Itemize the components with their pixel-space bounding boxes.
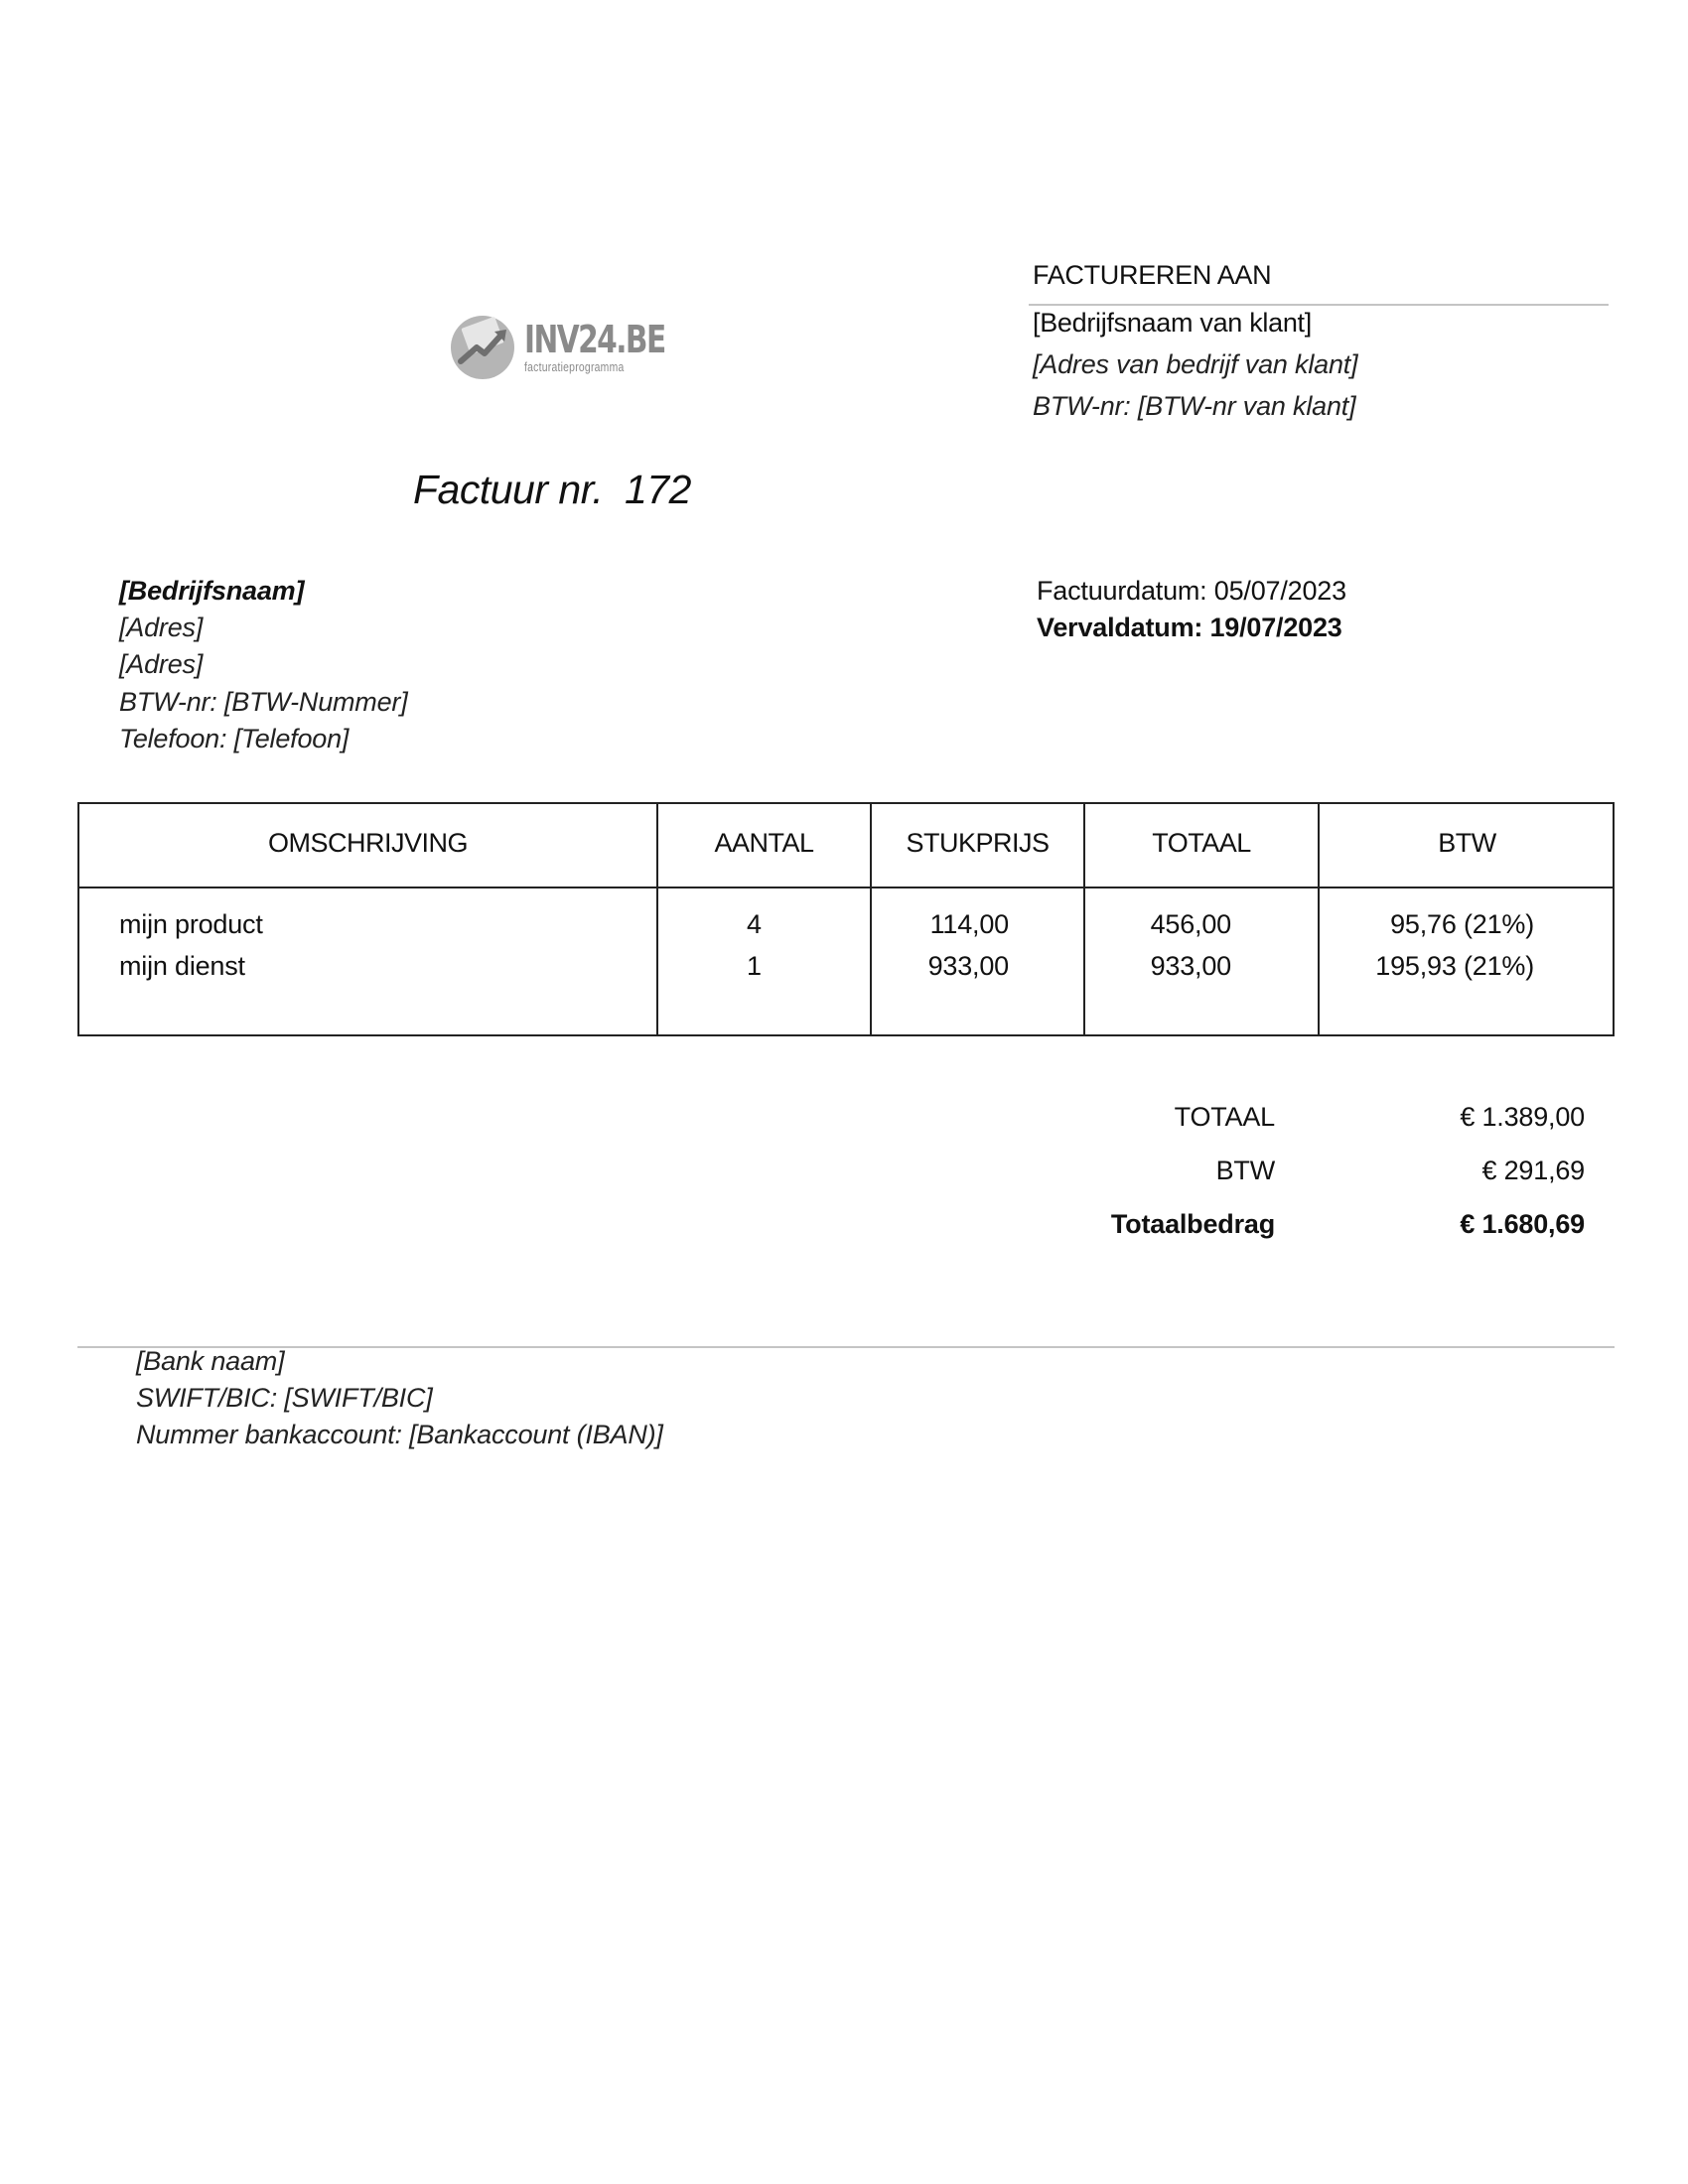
- row-1-quantity: 4: [747, 909, 762, 939]
- due-date: Vervaldatum: 19/07/2023: [1037, 613, 1342, 642]
- bill-to-vat: BTW-nr: [BTW-nr van klant]: [1033, 391, 1356, 421]
- row-2-unit-price: 933,00: [927, 951, 1009, 981]
- bill-to-title: FACTUREREN AAN: [1033, 260, 1272, 290]
- row-1-description: mijn product: [119, 909, 263, 939]
- bank-swift: SWIFT/BIC: [SWIFT/BIC]: [136, 1383, 433, 1413]
- bill-to-company: [Bedrijfsnaam van klant]: [1033, 308, 1312, 338]
- header-vat: BTW: [1438, 828, 1496, 858]
- row-1-unit-price: 114,00: [929, 909, 1009, 939]
- sender-address-1: [Adres]: [119, 613, 204, 642]
- row-1-vat: 95,76 (21%): [1390, 909, 1534, 939]
- bank-account: Nummer bankaccount: [Bankaccount (IBAN)]: [136, 1420, 663, 1449]
- sender-address-2: [Adres]: [119, 649, 204, 679]
- sender-vat: BTW-nr: [BTW-Nummer]: [119, 687, 408, 717]
- row-2-total: 933,00: [1150, 951, 1231, 981]
- header-total: TOTAAL: [1152, 828, 1251, 858]
- bank-name: [Bank naam]: [136, 1346, 285, 1376]
- table-header-divider: [77, 887, 1615, 888]
- row-1-total: 456,00: [1150, 909, 1231, 939]
- grand-total-value: € 1.680,69: [1460, 1209, 1585, 1239]
- row-2-vat: 195,93 (21%): [1375, 951, 1534, 981]
- invoice-title: Factuur nr. 172: [413, 467, 691, 512]
- grand-total-label: Totaalbedrag: [1110, 1209, 1275, 1239]
- row-2-quantity: 1: [747, 951, 762, 981]
- bank-divider: [77, 1346, 1615, 1348]
- subtotal-label: TOTAAL: [1174, 1102, 1275, 1132]
- header-quantity: AANTAL: [714, 828, 814, 858]
- logo-name: INV24.BE: [524, 318, 665, 361]
- row-2-description: mijn dienst: [119, 951, 245, 981]
- logo-tagline: facturatieprogramma: [524, 359, 625, 374]
- bill-to-divider: [1029, 304, 1609, 306]
- header-unit-price: STUKPRIJS: [906, 828, 1050, 858]
- header-description: OMSCHRIJVING: [267, 828, 468, 858]
- invoice-date: Factuurdatum: 05/07/2023: [1037, 576, 1346, 606]
- vat-total-label: BTW: [1215, 1156, 1275, 1185]
- bill-to-address: [Adres van bedrijf van klant]: [1033, 349, 1358, 379]
- sender-company: [Bedrijfsnaam]: [119, 576, 305, 606]
- subtotal-value: € 1.389,00: [1460, 1102, 1585, 1132]
- vat-total-value: € 291,69: [1481, 1156, 1585, 1185]
- invoice-chart-icon: [445, 308, 522, 385]
- sender-phone: Telefoon: [Telefoon]: [119, 724, 350, 753]
